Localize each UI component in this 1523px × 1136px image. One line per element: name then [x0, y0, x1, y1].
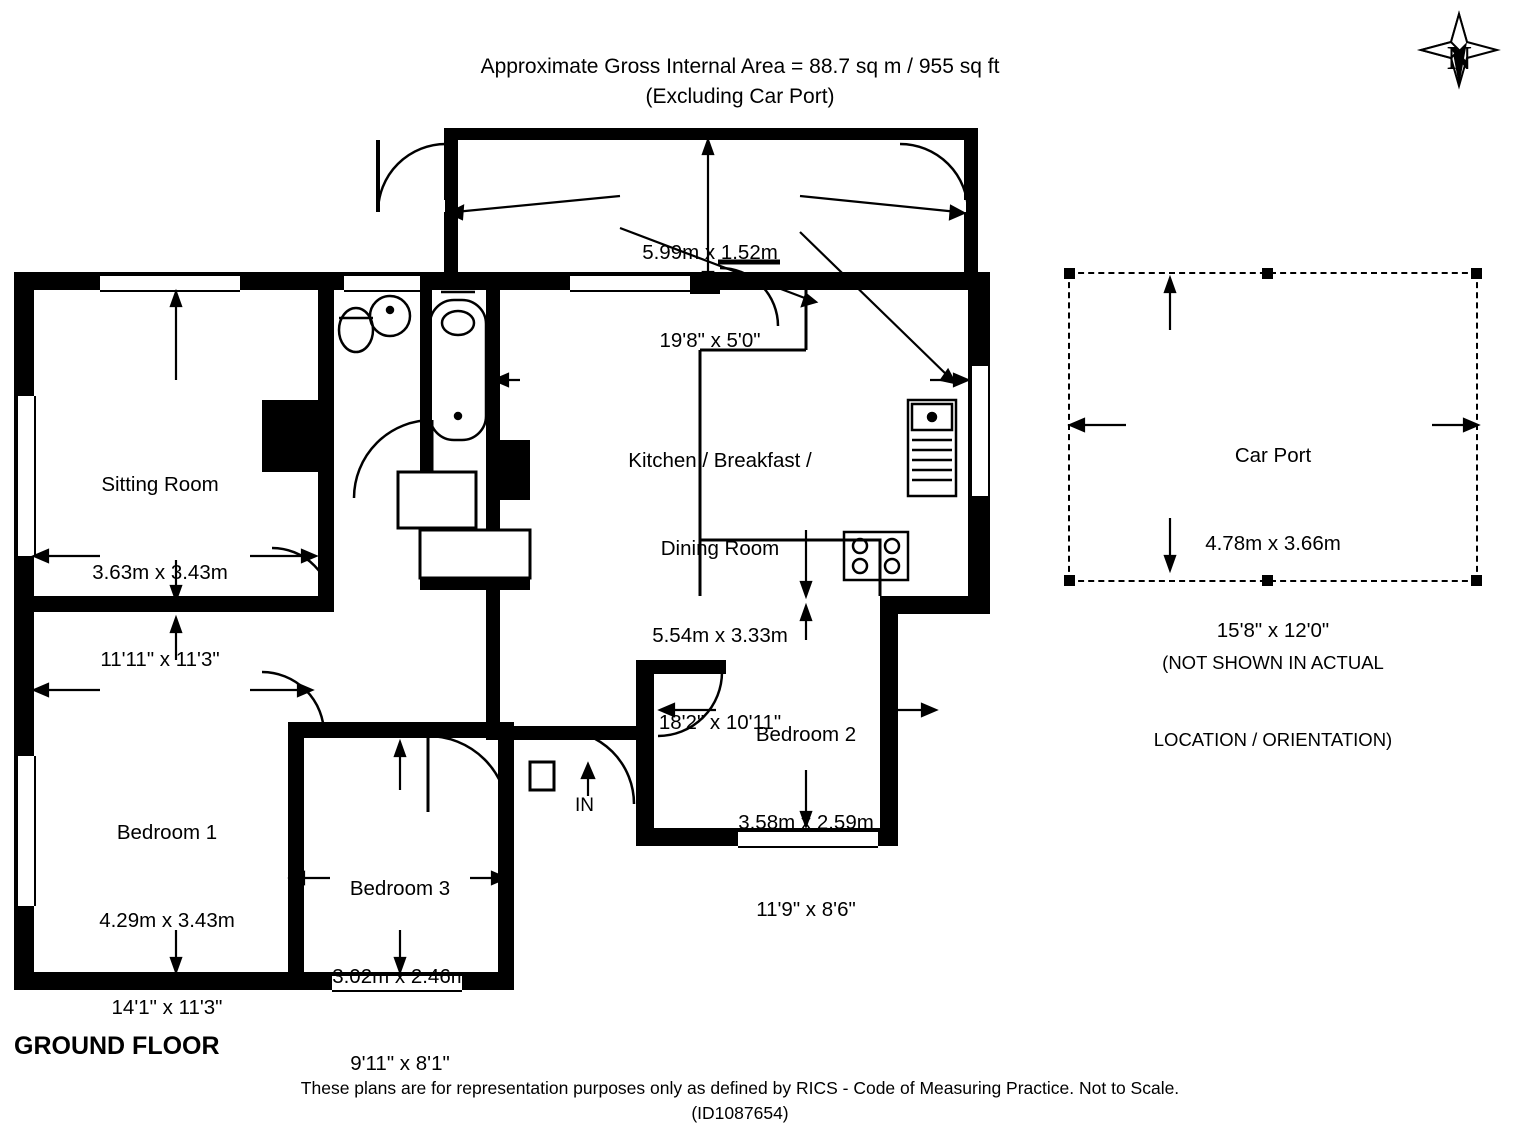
hallway-metric: 5.99m x 1.52m [642, 241, 778, 265]
sitting-room-imperial: 11'11" x 11'3" [100, 647, 220, 671]
car-port-metric: 4.78m x 3.66m [1205, 531, 1341, 555]
compass-north-label: N [1447, 40, 1472, 77]
entrance-in-label: IN [575, 795, 594, 816]
sitting-room-metric: 3.63m x 3.43m [92, 560, 228, 584]
room-label-bedroom-2 [678, 662, 934, 982]
car-port-name: Car Port [1234, 444, 1312, 468]
car-port-note-line2: LOCATION / ORIENTATION) [1153, 729, 1393, 751]
hallway-dimension-label [560, 180, 860, 413]
sitting-room-name: Sitting Room [101, 473, 219, 497]
bedroom-1-imperial: 14'1" x 11'3" [111, 995, 223, 1019]
gross-area-line: Approximate Gross Internal Area = 88.7 sq m / 955 sq ft [480, 55, 1000, 78]
plan-id-line: (ID1087654) [691, 1103, 789, 1124]
room-label-sitting-room [35, 412, 285, 732]
disclaimer-footer [0, 1076, 1480, 1127]
kitchen-name-line1: Kitchen / Breakfast / [628, 449, 812, 473]
bedroom-3-name: Bedroom 3 [349, 877, 451, 901]
bedroom-2-name: Bedroom 2 [755, 723, 857, 747]
kitchen-imperial: 18'2" x 10'11" [658, 711, 782, 735]
kitchen-metric: 5.54m x 3.33m [652, 623, 788, 647]
kitchen-name-line2: Dining Room [660, 536, 780, 560]
bedroom-3-imperial: 9'11" x 8'1" [350, 1051, 450, 1075]
car-port-imperial: 15'8" x 12'0" [1216, 618, 1330, 642]
bedroom-1-metric: 4.29m x 3.43m [99, 908, 235, 932]
floor-title: GROUND FLOOR [14, 1032, 220, 1060]
gross-area-exclusion-line: (Excluding Car Port) [645, 85, 835, 109]
compass-rose [1395, 8, 1523, 118]
car-port-note [1058, 598, 1488, 779]
car-port-note-line1: (NOT SHOWN IN ACTUAL [1162, 651, 1384, 673]
disclaimer-line: These plans are for representation purposes only as defined by RICS - Code of Measuring Practice. Not to Scale. [300, 1078, 1180, 1098]
bedroom-1-name: Bedroom 1 [116, 821, 218, 845]
bedroom-2-imperial: 11'9" x 8'6" [756, 897, 856, 921]
bedroom-3-metric: 3.02m x 2.46m [332, 964, 468, 988]
hallway-imperial: 19'8" x 5'0" [659, 328, 761, 352]
bedroom-2-metric: 3.58m x 2.59m [738, 810, 874, 834]
